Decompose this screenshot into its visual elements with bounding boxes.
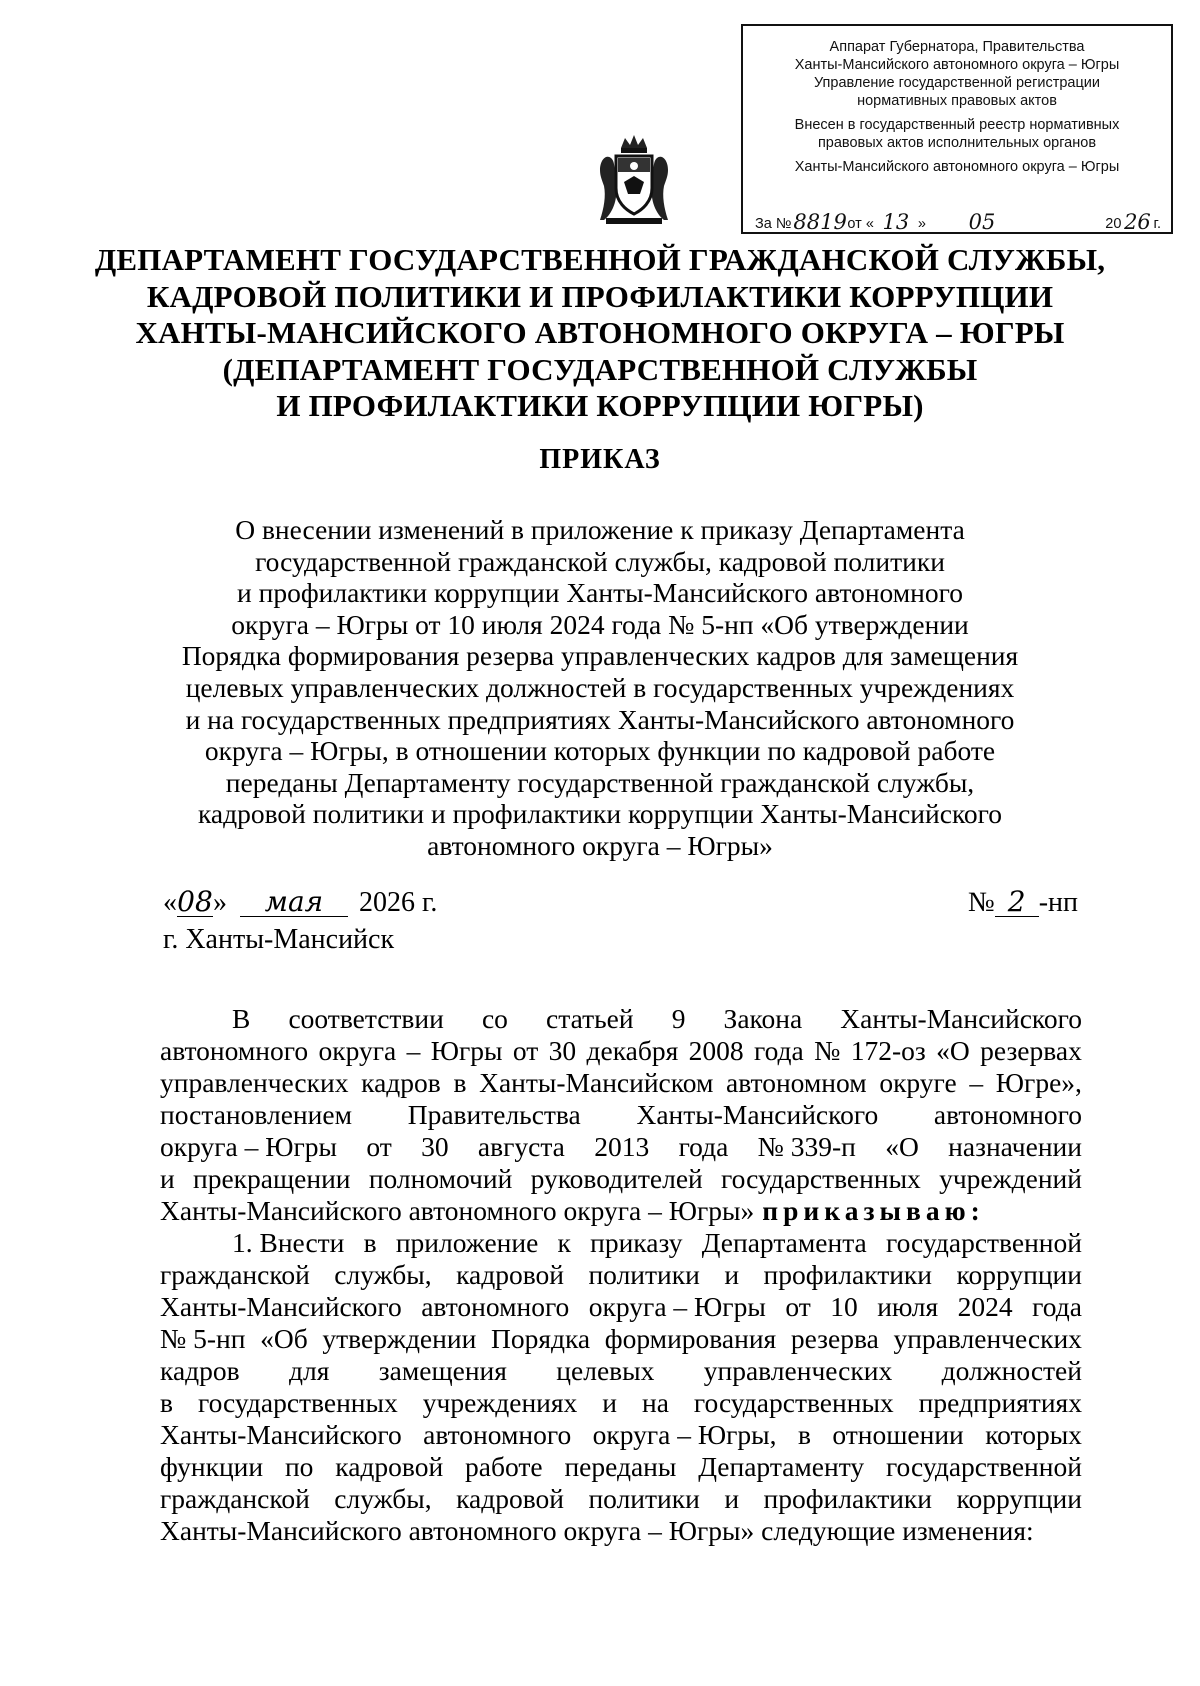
subject-line: кадровой политики и профилактики коррупции Ханты-Мансийского [197,798,1003,830]
stamp-year-prefix: 20 [1105,216,1122,232]
word: коррупции [956,1259,1082,1290]
word: года [754,1035,804,1066]
word: переданы [564,1451,677,1482]
paragraph-text: Ханты-Мансийского автономного округа – Югры» [160,1195,755,1226]
word: 10 [830,1291,858,1322]
word: и [160,1163,175,1194]
word: учреждениях [422,1387,578,1418]
word: Порядка [490,1323,591,1354]
word: автономного [421,1291,570,1322]
word: № 339-п [757,1131,856,1162]
date-month: мая [240,888,348,917]
word: № 5-нп [160,1323,246,1354]
word: утверждении [322,1323,477,1354]
word: от [512,1035,539,1066]
subject-line: и на государственных предприятиях Ханты-Мансийского автономного [185,703,1015,735]
word: гражданской [160,1483,310,1514]
paragraph-line [160,1035,1082,1067]
word: кадров [160,1355,240,1386]
word: округа – Югры, [592,1419,777,1450]
stamp-from-label: от « [847,216,874,232]
word: Правительства [407,1099,581,1130]
word: приложение [395,1227,539,1258]
word: учреждений [939,1163,1082,1194]
word: прекращении [193,1163,351,1194]
subject-line: округа – Югры от 10 июля 2024 года № 5-нп «Об утверждении [231,608,969,640]
word: кадровой [335,1451,444,1482]
word: приказу [590,1227,683,1258]
date-year: 2026 г. [359,887,438,918]
word: – [969,1067,984,1098]
word: резервах [980,1035,1082,1066]
word: управленческих [160,1067,349,1098]
subject-line: Порядка формирования резерва управленческих кадров для замещения [181,640,1019,672]
word: постановлением [160,1099,352,1130]
word: автономном [726,1067,867,1098]
paragraph-line [160,1387,1082,1419]
stamp-reg-prefix: За № [755,216,792,232]
paragraph-line [160,1003,1082,1035]
word: 9 [671,1003,686,1034]
stamp-line: Ханты-Мансийского автономного округа – Югры [794,57,1120,73]
word: в [363,1227,377,1258]
word: округа – Югры [160,1131,338,1162]
word: гражданской [160,1259,310,1290]
paragraph-line [160,1451,1082,1483]
subject-line: О внесении изменений в приложение к приказу Департамента [235,514,965,545]
word: июля [877,1291,939,1322]
order-number-value: 2 [995,888,1039,917]
word: августа [477,1131,565,1162]
word: отношении [832,1419,964,1450]
word: кадровой [456,1483,564,1514]
word: «Об [260,1323,308,1354]
word: политики [588,1483,700,1514]
word: по [284,1451,314,1482]
paragraph-line [160,1131,1082,1163]
stamp-line: Внесен в государственный реестр нормативных [794,117,1120,133]
paragraph-line [160,1195,1082,1227]
stamp-day: 13 [874,212,918,233]
word: которых [985,1419,1082,1450]
order-keyword: приказываю: [762,1195,985,1226]
word: формирования [604,1323,777,1354]
department-name-line: ХАНТЫ-МАНСИЙСКОГО АВТОНОМНОГО ОКРУГА – ЮГРЫ [135,315,1065,351]
paragraph-line [160,1259,1082,1291]
date-day: 08 [177,885,213,918]
word: округа – Югры [588,1291,766,1322]
word: 1. Внести [232,1227,345,1258]
paragraph-text: Ханты-Мансийского автономного округа – Югры» следующие изменения: [160,1515,1034,1546]
paragraph-line [160,1355,1082,1387]
word: В [232,1003,251,1034]
paragraph-line [160,1163,1082,1195]
word: кадровой [456,1259,564,1290]
word: декабря [586,1035,679,1066]
word: на [642,1387,669,1418]
word: автономного [160,1035,309,1066]
subject-line: автономного округа – Югры» [427,829,773,861]
order-body [160,1003,1082,1547]
order-number-prefix: № [967,887,995,918]
word: и [724,1259,740,1290]
word: работе [465,1451,543,1482]
word: 172-оз [850,1035,926,1066]
clause-1-paragraph [160,1227,1082,1515]
word: полномочий [368,1163,513,1194]
word: и [724,1483,740,1514]
subject-line: округа – Югры, в отношении которых функции по кадровой работе [204,735,996,767]
paragraph-line [160,1067,1082,1099]
stamp-quote-close: » [917,216,926,232]
word: Ханты-Мансийского [636,1099,879,1130]
registration-stamp [741,24,1173,234]
stamp-line: Ханты-Мансийского автономного округа – Югры [794,159,1120,175]
word: политики [588,1259,700,1290]
word: – [406,1035,421,1066]
word: управленческих [703,1355,893,1386]
word: к [557,1227,571,1258]
word: автономного [933,1099,1082,1130]
word: автономного [423,1419,572,1450]
department-name-line: (ДЕПАРТАМЕНТ ГОСУДАРСТВЕННОЙ СЛУЖБЫ [222,351,978,387]
word: «О [885,1131,919,1162]
word: должностей [941,1355,1082,1386]
word: службы, [334,1483,432,1514]
subject-line: переданы Департаменту государственной гражданской службы, [225,766,975,798]
paragraph-line [160,1483,1082,1515]
stamp-line: Управление государственной регистрации [813,75,1101,91]
stamp-line: правовых актов исполнительных органов [817,135,1097,151]
word: в [453,1067,467,1098]
word: года [1032,1291,1082,1322]
word: года [678,1131,729,1162]
word: в [160,1387,173,1418]
word: Ханты-Мансийском [479,1067,714,1098]
word: «О [936,1035,970,1066]
word: Ханты-Мансийского [160,1419,402,1450]
word: замещения [378,1355,507,1386]
word: 30 [548,1035,577,1066]
order-subject [60,514,1140,862]
order-city: г. Ханты-Мансийск [163,924,395,955]
word: функции [160,1451,264,1482]
word: назначении [948,1131,1082,1162]
word: в [797,1419,811,1450]
paragraph-line [160,1227,1082,1259]
word: и [602,1387,618,1418]
stamp-registration-row [755,212,1161,233]
paragraph-line [160,1291,1082,1323]
word: Департаменту [698,1451,865,1482]
word: 2008 [688,1035,744,1066]
paragraph-line [160,1419,1082,1451]
word: со [481,1003,508,1034]
word: Ханты-Мансийского [840,1003,1082,1034]
word: от [785,1291,811,1322]
stamp-reg-number: 8819 [793,210,847,234]
word: государственных [693,1387,894,1418]
word: статьей [546,1003,634,1034]
paragraph-line [160,1515,1082,1547]
word: соответствии [288,1003,444,1034]
word: № [814,1035,841,1066]
order-number-suffix: -нп [1038,887,1078,918]
word: управленческих [893,1323,1082,1354]
word: Югры [430,1035,503,1066]
word: коррупции [956,1483,1082,1514]
word: руководителей [530,1163,703,1194]
word: для [289,1355,330,1386]
word: целевых [556,1355,655,1386]
stamp-year-label: г. [1153,216,1161,232]
preamble-paragraph [160,1003,1082,1195]
word: государственных [197,1387,398,1418]
order-date [163,887,437,919]
date-close-quote: » [213,887,227,918]
stamp-year-suffix: 26 [1121,212,1153,233]
subject-line: государственной гражданской службы, кадровой политики [255,545,945,577]
department-name [40,242,1160,425]
word: Закона [723,1003,803,1034]
word: кадров [361,1067,441,1098]
word: профилактики [763,1259,933,1290]
word: государственной [885,1227,1082,1258]
subject-line: и профилактики коррупции Ханты-Мансийского автономного [237,577,963,609]
document-type-title: ПРИКАЗ [539,444,661,475]
date-open-quote: « [163,887,177,918]
word: округе [879,1067,957,1098]
word: 2013 [594,1131,650,1162]
subject-line: целевых управленческих должностей в государственных учреждениях [185,671,1015,703]
stamp-line: нормативных правовых актов [857,93,1057,109]
department-name-line: КАДРОВОЙ ПОЛИТИКИ И ПРОФИЛАКТИКИ КОРРУПЦИИ [146,278,1054,314]
word: службы, [334,1259,432,1290]
department-name-line: И ПРОФИЛАКТИКИ КОРРУПЦИИ ЮГРЫ) [276,388,924,424]
coat-of-arms-emblem [594,130,674,226]
word: резерва [790,1323,879,1354]
word: 30 [421,1131,449,1162]
word: Ханты-Мансийского [160,1291,402,1322]
word: 2024 [957,1291,1013,1322]
order-number [968,887,1078,919]
stamp-line: Аппарат Губернатора, Правительства [829,39,1085,55]
stamp-month: 05 [932,212,1032,233]
word: государственных [721,1163,921,1194]
word: государственной [885,1451,1082,1482]
word: Департамента [701,1227,867,1258]
word: профилактики [763,1483,933,1514]
word: от [366,1131,392,1162]
word: округа [318,1035,397,1066]
paragraph-line [160,1099,1082,1131]
paragraph-line [160,1323,1082,1355]
word: Югре», [995,1067,1082,1098]
department-name-line: ДЕПАРТАМЕНТ ГОСУДАРСТВЕННОЙ ГРАЖДАНСКОЙ СЛУЖБЫ, [94,242,1106,277]
word: предприятиях [918,1387,1082,1418]
